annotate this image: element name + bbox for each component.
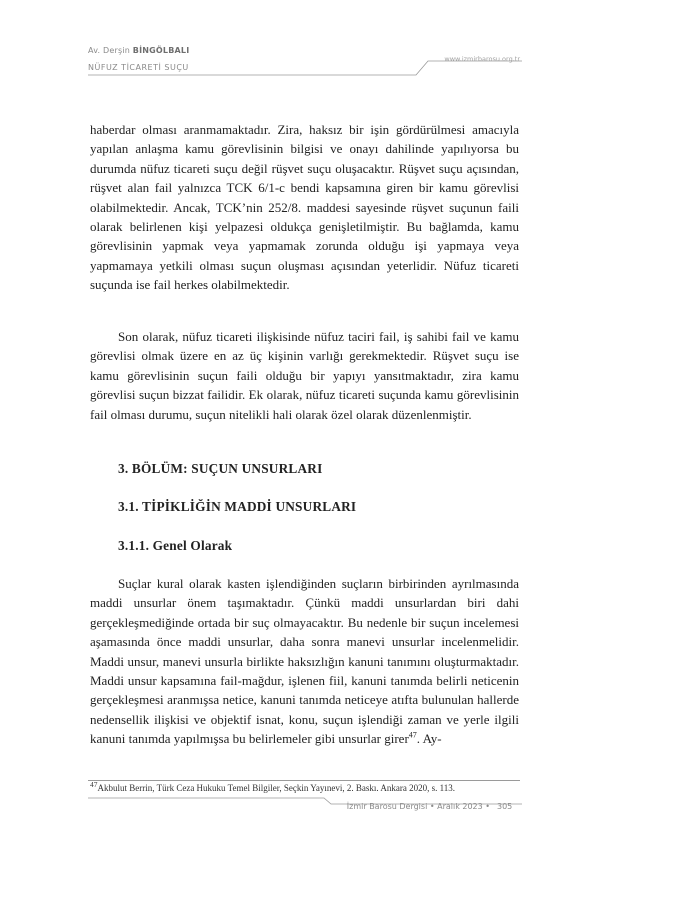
paragraph-3 bbox=[90, 574, 519, 749]
footnote-divider bbox=[88, 780, 520, 781]
section-heading: 3. BÖLÜM: SUÇUN UNSURLARI bbox=[118, 461, 323, 476]
paragraph-3-text bbox=[90, 574, 519, 749]
footnote-reference[interactable]: 47 bbox=[408, 730, 417, 740]
header-divider bbox=[88, 56, 522, 76]
paragraph-2 bbox=[90, 327, 519, 424]
author-surname: BİNGÖLBALI bbox=[132, 46, 190, 55]
footnote bbox=[90, 780, 520, 793]
author-prefix: Av. Derşin bbox=[88, 46, 131, 55]
footnote-number: 47 bbox=[90, 780, 98, 789]
page-number: 305 bbox=[497, 802, 513, 811]
header-url: www.izmirbarosu.org.tr bbox=[444, 55, 520, 63]
paragraph-3-tail: . Ay- bbox=[416, 731, 442, 747]
header-topic: NÜFUZ TİCARETİ SUÇU bbox=[88, 63, 189, 72]
paragraph-2-text: Son olarak, nüfuz ticareti ilişkisinde nüfuz taciri fail, iş sahibi fail ve kamu görevlisi olmak üzere en az üç kişinin varlığı gerekmektedir. Rüşvet suçu ise kamu görevlisinin suçun faili olduğu bir yapıyı yansıtmaktadır, zira kamu görevlisi suçun bizzat failidir. Ek olarak, nüfuz ticareti suçunda kamu görevlisinin fail olması durumu, suçun nitelikli hali olarak özel olarak düzenlenmiştir. bbox=[90, 329, 519, 422]
paragraph-3-body: Suçlar kural olarak kasten işlendiğinden suçların birbirinden ayrılmasında maddi unsurlar önem taşımaktadır. Çünkü maddi unsurlardan biri dahi gerçekleşmediğinde ortada bir suç olmayacaktır. Bu nedenle bir suçun incelemesi aşamasında önce maddi unsurlar, daha sonra manevi unsurlar incelenmelidir. Maddi unsur, manevi unsurla birlikte haksızlığın kanuni tanımını oluşturmaktadır. Maddi unsur kapsamına fail-mağdur, işlenen fiil, kanuni tanımda belirli neticenin gerçekleşmesi aranmışsa netice, kanuni tanımda neticeye atıfta bulunulan hallerde nedensellik ilişkisi ve objektif isnat, konu, suçun işlendiği zaman ve yerle ilgili kanuni tanımda yapılmışsa bu belirlemeler gibi unsurlar girer bbox=[90, 576, 519, 747]
header-author bbox=[88, 46, 189, 55]
subsection-heading: 3.1. TİPİKLİĞİN MADDİ UNSURLARI bbox=[118, 499, 357, 514]
footer-journal: İzmir Barosu Dergisi • Aralık 2023 • bbox=[346, 802, 490, 811]
footnote-text: Akbulut Berrin, Türk Ceza Hukuku Temel Bilgiler, Seçkin Yayınevi, 2. Baskı. Ankara 2020, s. 113. bbox=[97, 783, 456, 793]
paragraph-1-text: haberdar olması aranmamaktadır. Zira, haksız bir işin gördürülmesi amacıyla yapılan anlaşma kamu görevlisinin bilgisi ve onayı dahilinde yapılıyorsa bu durumda nüfuz ticareti suçu değil rüşvet suçu oluşacaktır. Rüşvet suçu açısından, rüşvet alan fail yalnızca TCK 6/1-c bendi kapsamına giren bir kamu görevlisi olabilmektedir. Ancak, TCK’nin 252/8. maddesi sayesinde rüşvet suçunun faili olarak belirlenen kişi yelpazesi oldukça genişletilmiştir. Bu bağlamda, kamu görevlisinin yapmak veya yapmamak zorunda olduğu işi yapmaya veya yapmamaya yetkili olması suçun oluşması açısından yeterlidir. Nüfuz ticareti suçunda ise fail herkes olabilmektedir. bbox=[90, 122, 519, 293]
paragraph-1 bbox=[90, 120, 519, 295]
subsubsection-heading: 3.1.1. Genel Olarak bbox=[118, 538, 233, 553]
